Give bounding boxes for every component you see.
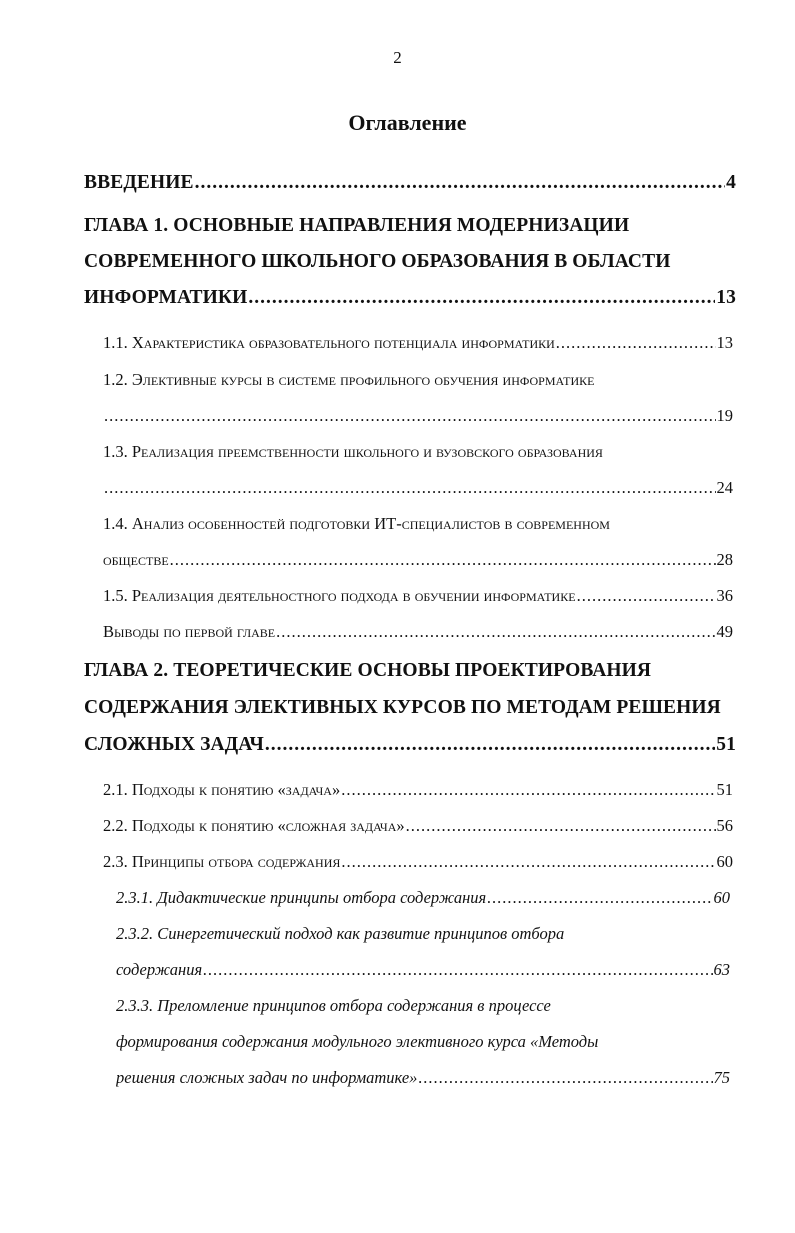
toc-page-number: 60: [716, 852, 733, 871]
toc-conclusions-chapter-1[interactable]: [103, 622, 733, 642]
toc-page-number: 13: [716, 287, 736, 308]
dot-leader: [265, 734, 715, 756]
toc-section-1-3-line-2[interactable]: [103, 478, 733, 498]
dot-leader: [406, 816, 716, 836]
toc-subsection-2-3-2-line-1[interactable]: [116, 924, 730, 944]
dot-leader: [104, 478, 716, 498]
dot-leader: [487, 888, 712, 908]
dot-leader: [556, 333, 716, 353]
toc-page-number: 28: [716, 550, 733, 569]
toc-chapter-2-line-1[interactable]: [84, 660, 736, 682]
dot-leader: [170, 550, 716, 570]
toc-entry-label: 2.3.2. Синергетический подход как развитие принципов отбора: [116, 924, 565, 943]
toc-chapter-1-line-1[interactable]: [84, 215, 736, 237]
toc-section-1-1[interactable]: [103, 333, 733, 353]
toc-entry-label: ВВЕДЕНИЕ: [84, 172, 194, 193]
toc-entry-label: 2.3.1. Дидактические принципы отбора содержания: [116, 888, 487, 907]
toc-section-1-4-line-1[interactable]: [103, 514, 733, 534]
dot-leader: [203, 960, 712, 980]
toc-entry-label: ГЛАВА 2. ТЕОРЕТИЧЕСКИЕ ОСНОВЫ ПРОЕКТИРОВАНИЯ: [84, 660, 652, 681]
toc-page-number: 51: [716, 734, 736, 755]
toc-subsection-2-3-3-line-3[interactable]: [116, 1068, 730, 1088]
dot-leader: [248, 287, 715, 309]
toc-entry-label: 1.1. Характеристика образовательного потенциала информатики: [103, 333, 555, 352]
dot-leader: [341, 780, 715, 800]
dot-leader: [577, 586, 716, 606]
toc-chapter-1-line-2[interactable]: [84, 251, 736, 273]
toc-entry-label: 2.3. Принципы отбора содержания: [103, 852, 341, 871]
toc-page-number: 4: [726, 172, 736, 193]
toc-page-number: 19: [716, 406, 733, 425]
toc-entry-intro[interactable]: [84, 172, 736, 194]
toc-section-1-4-line-2[interactable]: [103, 550, 733, 570]
toc-page-number: 51: [716, 780, 733, 799]
dot-leader: [195, 172, 726, 194]
toc-section-2-1[interactable]: [103, 780, 733, 800]
toc-entry-label: ГЛАВА 1. ОСНОВНЫЕ НАПРАВЛЕНИЯ МОДЕРНИЗАЦИИ: [84, 215, 630, 236]
toc-entry-label: содержания: [116, 960, 203, 979]
toc-section-1-3-line-1[interactable]: [103, 442, 733, 462]
toc-subsection-2-3-3-line-1[interactable]: [116, 996, 730, 1016]
toc-page-number: 24: [716, 478, 733, 497]
toc-entry-label: формирования содержания модульного элективного курса «Методы: [116, 1032, 599, 1051]
toc-entry-label: 1.3. Реализация преемственности школьного и вузовского образования: [103, 442, 603, 461]
dot-leader: [276, 622, 715, 642]
dot-leader: [104, 406, 716, 426]
dot-leader: [418, 1068, 712, 1088]
toc-section-1-2-line-1[interactable]: [103, 370, 733, 390]
toc-entry-label: 2.2. Подходы к понятию «сложная задача»: [103, 816, 405, 835]
toc-chapter-2-line-3[interactable]: [84, 734, 736, 756]
toc-section-2-2[interactable]: [103, 816, 733, 836]
toc-page-number: 49: [716, 622, 733, 641]
toc-chapter-1-line-3[interactable]: [84, 287, 736, 309]
toc-subsection-2-3-2-line-2[interactable]: [116, 960, 730, 980]
toc-page-number: 36: [716, 586, 733, 605]
page-title: Оглавление: [348, 110, 467, 135]
toc-section-1-2-line-2[interactable]: [103, 406, 733, 426]
toc-page-number: 75: [713, 1068, 730, 1087]
toc-page-number: 60: [713, 888, 730, 907]
toc-section-1-5[interactable]: [103, 586, 733, 606]
toc-entry-label: решения сложных задач по информатике»: [116, 1068, 418, 1087]
toc-page-number: 63: [713, 960, 730, 979]
toc-entry-label: СОВРЕМЕННОГО ШКОЛЬНОГО ОБРАЗОВАНИЯ В ОБЛАСТИ: [84, 251, 671, 272]
page-number: 2: [393, 48, 402, 67]
dot-leader: [341, 852, 715, 872]
toc-entry-label: 2.3.3. Преломление принципов отбора содержания в процессе: [116, 996, 551, 1015]
toc-page-number: 13: [716, 333, 733, 352]
toc-entry-label: ИНФОРМАТИКИ: [84, 287, 248, 308]
toc-entry-label: Выводы по первой главе: [103, 622, 276, 641]
toc-entry-label: 1.5. Реализация деятельностного подхода в обучении информатике: [103, 586, 576, 605]
toc-page-number: 56: [716, 816, 733, 835]
toc-section-2-3[interactable]: [103, 852, 733, 872]
toc-subsection-2-3-1[interactable]: [116, 888, 730, 908]
toc-entry-label: СЛОЖНЫХ ЗАДАЧ: [84, 734, 264, 755]
toc-chapter-2-line-2[interactable]: [84, 697, 736, 719]
toc-entry-label: 1.4. Анализ особенностей подготовки ИТ-специалистов в современном: [103, 514, 610, 533]
toc-entry-label: 2.1. Подходы к понятию «задача»: [103, 780, 341, 799]
toc-entry-label: 1.2. Элективные курсы в системе профильного обучения информатике: [103, 370, 595, 389]
toc-entry-label: СОДЕРЖАНИЯ ЭЛЕКТИВНЫХ КУРСОВ ПО МЕТОДАМ РЕШЕНИЯ: [84, 697, 721, 718]
toc-entry-label: обществе: [103, 550, 169, 569]
toc-subsection-2-3-3-line-2[interactable]: [116, 1032, 730, 1052]
